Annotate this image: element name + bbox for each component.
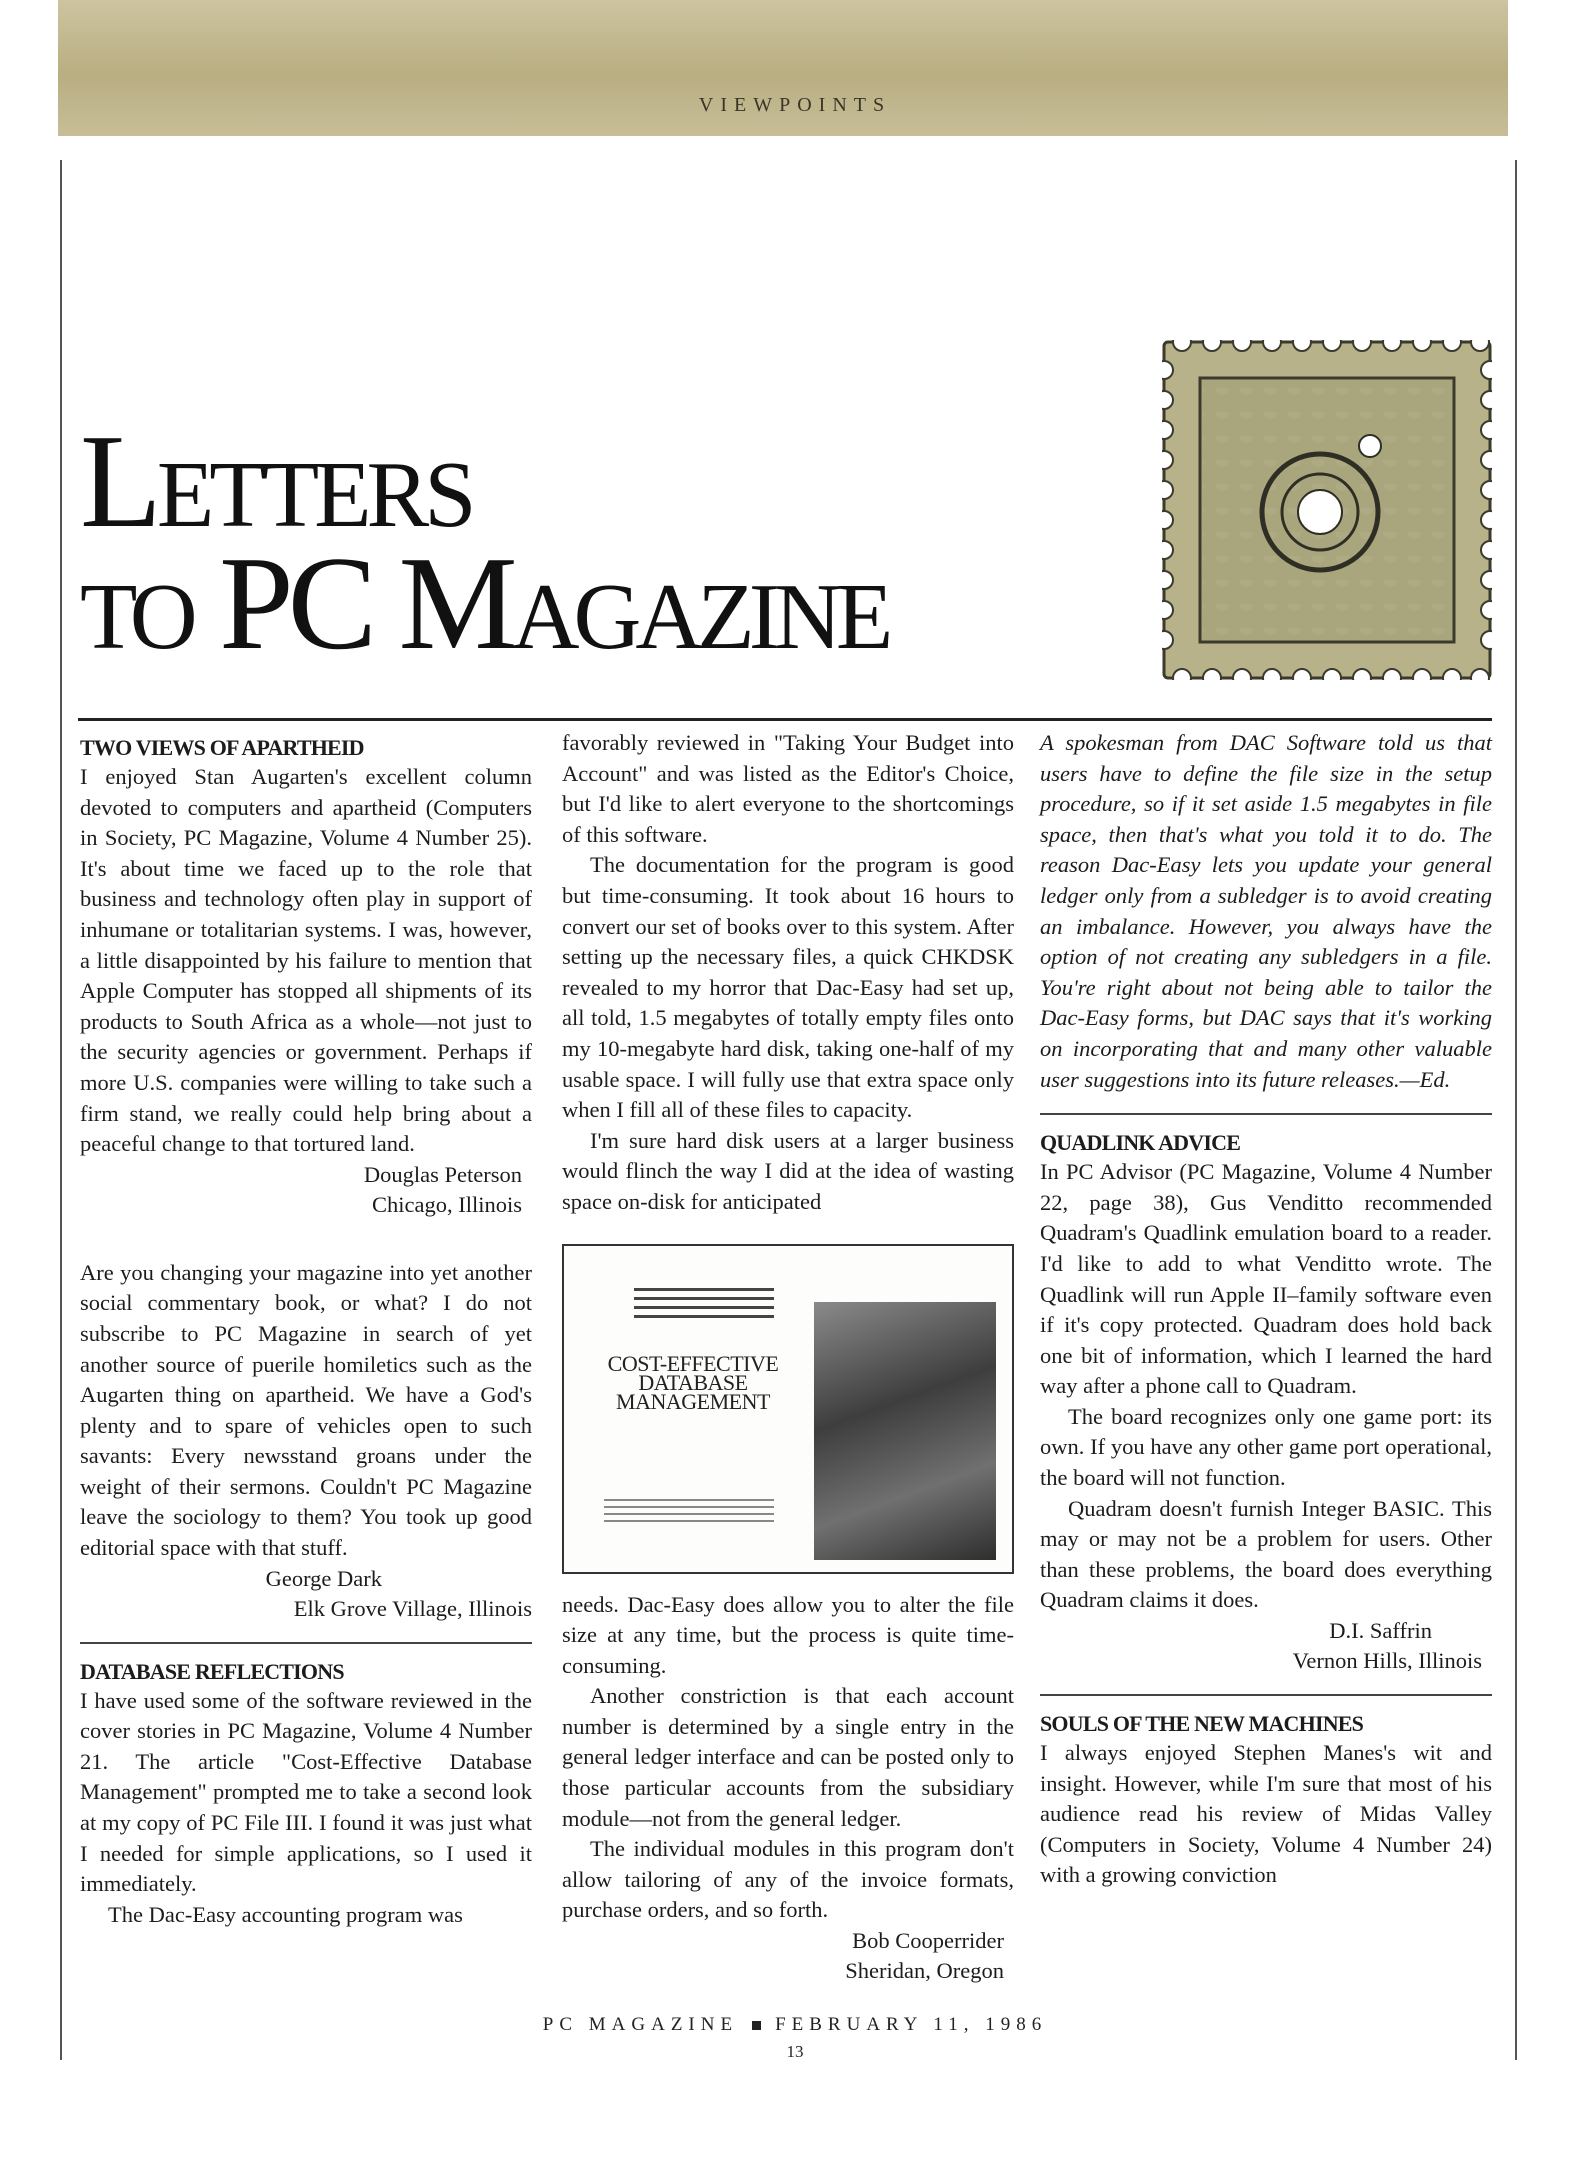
- title-line-1: Letters: [80, 407, 472, 555]
- letter-signature: [562, 1926, 1014, 1986]
- letter-paragraph: The board recognizes only one game port: its own. If you have any other game port operational, the board will not function.: [1040, 1403, 1492, 1491]
- page-footer: [0, 2014, 1590, 2036]
- section-heading: SOULS OF THE NEW MACHINES: [1040, 1711, 1364, 1737]
- column-1: [80, 728, 532, 1930]
- signature-name: George Dark: [265, 1565, 382, 1591]
- page-number: 13: [786, 2042, 804, 2061]
- title-line-2: to PC Magazine: [80, 529, 888, 677]
- letter-signature: [1040, 1616, 1492, 1676]
- letter-paragraph: Quadram doesn't furnish Integer BASIC. This may or may not be a problem for users. Other than these problems, the board does everything Quadram claims it does.: [1040, 1495, 1492, 1613]
- letter-signature: [80, 1160, 532, 1220]
- thumbnail-text-lines: [634, 1282, 774, 1324]
- footer-date: FEBRUARY 11, 1986: [775, 2014, 1048, 2035]
- signature-place: Sheridan, Oregon: [845, 1958, 1004, 1984]
- footer-separator: [752, 2021, 761, 2030]
- editor-reply: A spokesman from DAC Software told us that users have to define the file size in the setup procedure, so if it set aside 1.5 megabytes in file space, then that's what you told it to do. The reason Dac-Easy lets you update your general ledger only from a subledger is to avoid creating an imbalance. However, you always have the option of not creating any subledgers in a file. You're right about not being able to tailor the Dac-Easy forms, but DAC says that it's working on incorporating that and many other valuable user suggestions into its future releases.—Ed.: [1040, 730, 1492, 1092]
- letter-paragraph: needs. Dac-Easy does allow you to alter the file size at any time, but the process is quite time-consuming.: [562, 1591, 1014, 1678]
- letter-paragraph: favorably reviewed in "Taking Your Budget into Account" and was listed as the Editor's Choice, but I'd like to alert everyone to the shortcomings of this software.: [562, 730, 1014, 847]
- divider: [1040, 1694, 1492, 1696]
- signature-place: Chicago, Illinois: [372, 1191, 522, 1217]
- letter-paragraph: Another constriction is that each account number is determined by a single entry in the general ledger interface and can be posted only to those particular accounts from the subsidiary module—not from the general ledger.: [562, 1683, 1014, 1831]
- letter-paragraph: I always enjoyed Stephen Manes's wit and insight. However, while I'm sure that most of his audience read his review of Midas Valley (Computers in Society, Volume 4 Number 24) with a growing conviction: [1040, 1740, 1492, 1888]
- signature-place: Elk Grove Village, Illinois: [293, 1595, 532, 1621]
- letter-paragraph: Are you changing your magazine into yet another social commentary book, or what? I do not subscribe to PC Magazine in search of yet another source of puerile homiletics such as the Augarten thing on apartheid. We have a God's plenty and to spare of vehicles open to such savants: Every newsstand groans under the weight of their sermons. Couldn't PC Magazine leave the sociology to them? You took up good editorial space with that stuff.: [80, 1259, 532, 1561]
- letter-signature: [80, 1564, 532, 1624]
- article-thumbnail: [562, 1244, 1014, 1574]
- postage-stamp-icon: [1162, 340, 1492, 680]
- divider: [80, 1642, 532, 1644]
- title-rule: [78, 718, 1492, 721]
- column-3: [1040, 728, 1492, 1891]
- letter-paragraph: I enjoyed Stan Augarten's excellent column devoted to computers and apartheid (Computers in Society, PC Magazine, Volume 4 Number 25). It's about time we faced up to the role that business and technology often play in support of inhumane or totalitarian systems. I was, however, a little disappointed by his failure to mention that Apple Computer has stopped all shipments of its products to South Africa as a whole—not just to the security agencies or government. Perhaps if more U.S. companies were willing to take such a firm stand, we really could help bring about a peaceful change to that tortured land.: [80, 764, 532, 1157]
- signature-name: Bob Cooperrider: [852, 1928, 1004, 1954]
- section-heading: QUADLINK ADVICE: [1040, 1130, 1241, 1156]
- page-title: [80, 407, 888, 677]
- section-label: VIEWPOINTS: [698, 94, 892, 116]
- letter-paragraph: I'm sure hard disk users at a larger business would flinch the way I did at the idea of wasting space on-disk for anticipated: [562, 1127, 1014, 1214]
- footer-magazine: PC MAGAZINE: [542, 2014, 739, 2035]
- letter-paragraph: The individual modules in this program don't allow tailoring of any of the invoice formats, purchase orders, and so forth.: [562, 1836, 1014, 1923]
- right-frame-rule: [1515, 160, 1517, 2060]
- signature-name: Douglas Peterson: [363, 1161, 522, 1187]
- section-heading: TWO VIEWS OF APARTHEID: [80, 735, 364, 760]
- thumbnail-photo: [814, 1302, 996, 1560]
- letter-paragraph: The documentation for the program is good but time-consuming. It took about 16 hours to convert our set of books over to this system. After setting up the necessary files, a quick CHKDSK revealed to my horror that Dac-Easy had set up, all told, 1.5 megabytes of totally empty files onto my 10-megabyte hard disk, taking one-half of my usable space. I will fully use that extra space only when I fill all of these files to capacity.: [562, 852, 1014, 1123]
- divider: [1040, 1113, 1492, 1115]
- letter-paragraph: I have used some of the software reviewed in the cover stories in PC Magazine, Volume 4 Number 21. The article "Cost-Effective Database Management" prompted me to take a second look at my copy of PC File III. I found it was just what I needed for simple applications, so I used it immediately.: [80, 1687, 532, 1897]
- letter-paragraph: The Dac-Easy accounting program was: [108, 1901, 463, 1927]
- thumbnail-title: COST-EFFECTIVE DATABASE MANAGEMENT: [607, 1350, 779, 1414]
- left-frame-rule: [60, 160, 62, 2060]
- signature-name: D.I. Saffrin: [1329, 1618, 1432, 1644]
- thumbnail-caption-lines: [604, 1494, 774, 1527]
- column-2: [562, 728, 1014, 1986]
- letter-paragraph: In PC Advisor (PC Magazine, Volume 4 Number 22, page 38), Gus Venditto recommended Quadram's Quadlink emulation board to a reader. I'd like to add to what Venditto wrote. The Quadlink will run Apple II–family software even if it's copy protected. Quadram does hold back one bit of information, which I learned the hard way after a phone call to Quadram.: [1040, 1159, 1492, 1399]
- section-heading: DATABASE REFLECTIONS: [80, 1658, 344, 1684]
- signature-place: Vernon Hills, Illinois: [1292, 1648, 1482, 1674]
